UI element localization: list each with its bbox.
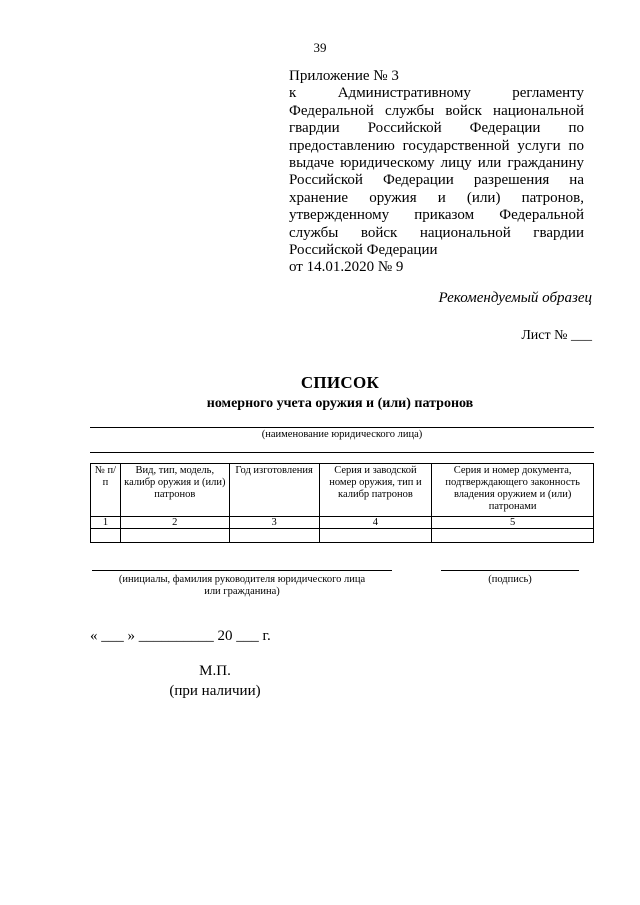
sheet-number-label: Лист № ___ [521,328,592,343]
table-cell [120,529,229,543]
entity-name-line-2 [90,452,594,453]
table-column-numbers-row [91,517,594,529]
signature-line [441,570,579,571]
header-serial: Серия и заводской номер оружия, тип и калибр патронов [319,464,432,517]
appendix-line: утвержденному приказом Федеральной [289,207,584,224]
manager-name-line [92,570,392,571]
manager-caption-line-1: (инициалы, фамилия руководителя юридического лица [118,574,366,585]
table-row [91,529,594,543]
page-number: 39 [313,40,327,55]
appendix-line: гвардии Российской Федерации по [289,120,584,137]
column-number: 4 [319,517,432,529]
table-cell [319,529,432,543]
header-number: № п/п [91,464,121,517]
manager-caption-line-2: или гражданина) [204,586,280,597]
table-cell [432,529,594,543]
header-weapon-type: Вид, тип, модель, калибр оружия и (или) патронов [120,464,229,517]
appendix-line: Российской Федерации разрешения на [289,172,584,189]
appendix-line: Приложение № 3 [289,68,399,84]
stamp-note: (при наличии) [169,683,261,699]
header-document: Серия и номер документа, подтверждающего законность владения оружием и (или) патронами [432,464,594,517]
column-number: 5 [432,517,594,529]
table-header-row [91,464,594,517]
weapons-list-table [90,463,594,543]
appendix-block [289,68,584,277]
column-number: 1 [91,517,121,529]
sample-label: Рекомендуемый образец [438,290,592,306]
appendix-line: службы войск национальной гвардии [289,224,584,241]
date-line: « ___ » __________ 20 ___ г. [90,628,271,644]
entity-name-caption: (наименование юридического лица) [261,429,423,440]
signature-caption: (подпись) [488,574,532,585]
manager-name-caption [92,574,392,598]
appendix-line: к Административному регламенту [289,85,584,102]
appendix-line: хранение оружия и (или) патронов, [289,189,584,206]
column-number: 3 [229,517,319,529]
document-subtitle: номерного учета оружия и (или) патронов [206,396,474,411]
appendix-line: предоставлению государственной услуги по [289,137,584,154]
appendix-line: Российской Федерации [289,241,438,258]
document-title: СПИСОК [300,373,380,392]
column-number: 2 [120,517,229,529]
entity-name-line [90,427,594,428]
header-year: Год изготовления [229,464,319,517]
stamp-label: М.П. [199,663,231,679]
appendix-line: Федеральной службы войск национальной [289,102,584,119]
appendix-line: выдаче юридическому лицу или гражданину [289,154,584,171]
appendix-line: от 14.01.2020 № 9 [289,259,404,276]
table-cell [91,529,121,543]
table-cell [229,529,319,543]
